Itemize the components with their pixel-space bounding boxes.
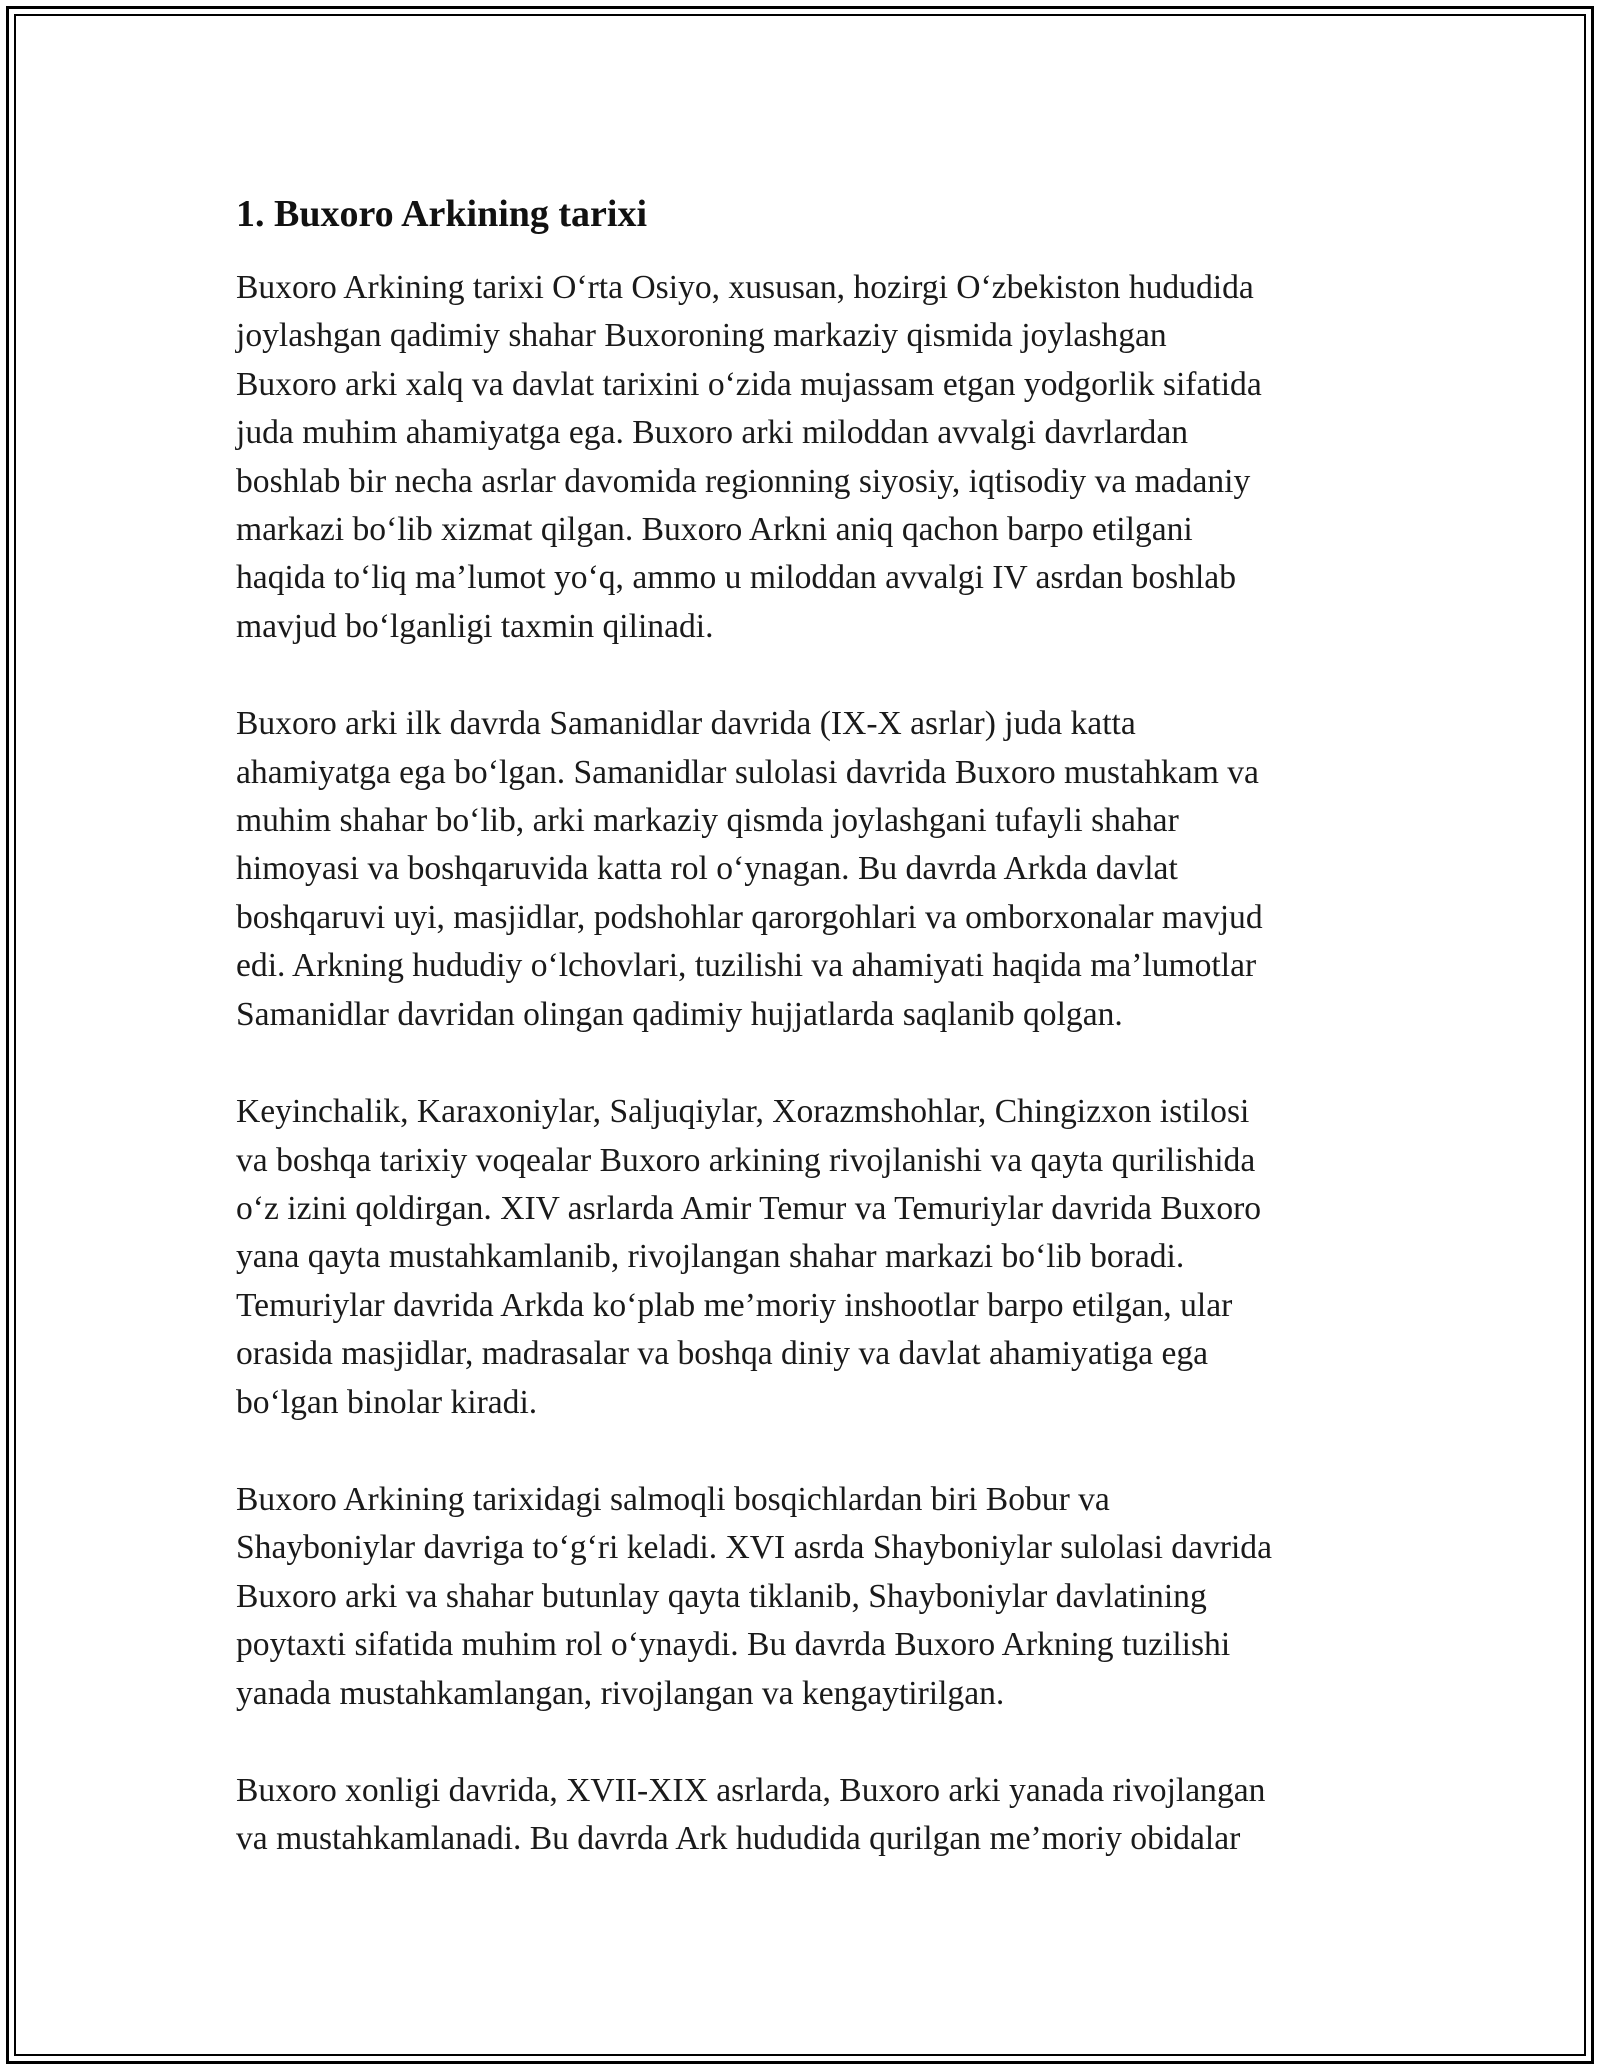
paragraph-line: orasida masjidlar, madrasalar va boshqa diniy va davlat ahamiyatiga ega <box>236 1335 1209 1373</box>
section-heading: 1. Buxoro Arkining tarixi <box>236 193 648 235</box>
paragraph-line: joylashgan qadimiy shahar Buxoroning markaziy qismida joylashgan <box>236 317 1167 355</box>
paragraph-line: Shayboniylar davriga to‘g‘ri keladi. XVI asrda Shayboniylar sulolasi davrida <box>236 1529 1272 1567</box>
paragraph-line: bo‘lgan binolar kiradi. <box>236 1383 538 1421</box>
document-body <box>236 186 1376 1913</box>
paragraph-line: Buxoro Arkining tarixi O‘rta Osiyo, xususan, hozirgi O‘zbekiston hududida <box>236 269 1254 306</box>
paragraph-line: Keyinchalik, Karaxoniylar, Saljuqiylar, Xorazmshohlar, Chingizxon istilosi <box>236 1093 1250 1131</box>
paragraph-1 <box>236 264 1376 651</box>
paragraph-line: markazi bo‘lib xizmat qilgan. Buxoro Arkni aniq qachon barpo etilgani <box>236 511 1193 549</box>
paragraph-line: Buxoro xonligi davrida, XVII-XIX asrlarda, Buxoro arki yanada rivojlangan <box>236 1771 1266 1809</box>
paragraph-line: himoyasi va boshqaruvida katta rol o‘ynagan. Bu davrda Arkda davlat <box>236 850 1178 888</box>
paragraph-line: va boshqa tarixiy voqealar Buxoro arkining rivojlanishi va qayta qurilishida <box>236 1141 1256 1179</box>
paragraph-line: Samanidlar davridan olingan qadimiy hujjatlarda saqlanib qolgan. <box>236 995 1123 1033</box>
paragraph-line: yana qayta mustahkamlanib, rivojlangan shahar markazi bo‘lib boradi. <box>236 1238 1185 1276</box>
paragraph-line: poytaxti sifatida muhim rol o‘ynaydi. Bu davrda Buxoro Arkning tuzilishi <box>236 1626 1231 1664</box>
paragraph-3 <box>236 1088 1376 1427</box>
paragraph-line: Buxoro arki xalq va davlat tarixini o‘zida mujassam etgan yodgorlik sifatida <box>236 365 1262 403</box>
paragraph-line: muhim shahar bo‘lib, arki markaziy qismda joylashgani tufayli shahar <box>236 802 1179 840</box>
paragraph-line: boshqaruvi uyi, masjidlar, podshohlar qarorgohlari va omborxonalar mavjud <box>236 898 1263 936</box>
paragraph-5 <box>236 1767 1376 1864</box>
paragraph-2 <box>236 700 1376 1039</box>
paragraph-line: edi. Arkning hududiy o‘lchovlari, tuzilishi va ahamiyati haqida ma’lumotlar <box>236 947 1257 985</box>
paragraph-line: Temuriylar davrida Arkda ko‘plab me’moriy inshootlar barpo etilgan, ular <box>236 1286 1233 1324</box>
paragraph-line: mavjud bo‘lganligi taxmin qilinadi. <box>236 607 714 645</box>
paragraph-line: Buxoro Arkining tarixidagi salmoqli bosqichlardan biri Bobur va <box>236 1480 1110 1518</box>
paragraph-line: ahamiyatga ega bo‘lgan. Samanidlar sulolasi davrida Buxoro mustahkam va <box>236 753 1259 791</box>
paragraph-line: Buxoro arki va shahar butunlay qayta tiklanib, Shayboniylar davlatining <box>236 1577 1207 1615</box>
paragraph-line: yanada mustahkamlangan, rivojlangan va kengaytirilgan. <box>236 1674 1005 1712</box>
paragraph-line: haqida to‘liq ma’lumot yo‘q, ammo u miloddan avvalgi IV asrdan boshlab <box>236 559 1236 597</box>
paragraph-line: boshlab bir necha asrlar davomida regionning siyosiy, iqtisodiy va madaniy <box>236 462 1251 500</box>
paragraph-line: va mustahkamlanadi. Bu davrda Ark hududida qurilgan me’moriy obidalar <box>236 1820 1241 1858</box>
paragraph-line: Buxoro arki ilk davrda Samanidlar davrida (IX-X asrlar) juda katta <box>236 705 1136 743</box>
paragraph-line: juda muhim ahamiyatga ega. Buxoro arki miloddan avvalgi davrlardan <box>236 414 1189 452</box>
paragraph-4 <box>236 1476 1376 1718</box>
paragraph-line: o‘z izini qoldirgan. XIV asrlarda Amir Temur va Temuriylar davrida Buxoro <box>236 1189 1262 1227</box>
